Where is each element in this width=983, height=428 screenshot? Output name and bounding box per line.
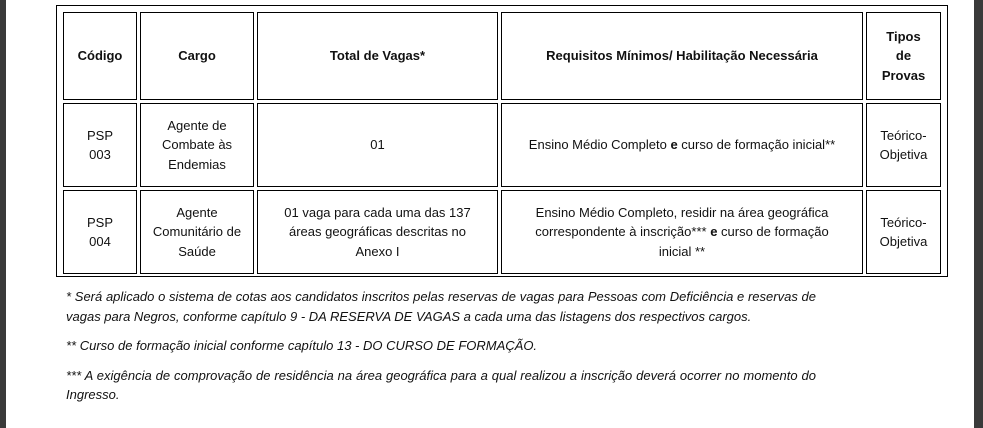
codigo-line2: 003 bbox=[89, 147, 111, 162]
footnotes bbox=[66, 287, 816, 405]
footnote-curso-formacao: ** Curso de formação inicial conforme capítulo 13 - DO CURSO DE FORMAÇÃO. bbox=[66, 338, 538, 353]
cell-cargo bbox=[140, 103, 254, 187]
cargo-line2: Comunitário de bbox=[152, 224, 242, 240]
viewer-right-edge bbox=[974, 0, 983, 428]
codigo-line2: 004 bbox=[89, 234, 111, 249]
requisitos-text: Ensino Médio Completo bbox=[528, 137, 671, 153]
header-tipos-line1: Tipos bbox=[886, 28, 921, 44]
cell-tipo-prova bbox=[866, 103, 941, 187]
cargo-line1: Agente de bbox=[167, 117, 227, 133]
header-tipos-line2: de bbox=[895, 48, 912, 64]
cargo-line3: Saúde bbox=[178, 243, 216, 259]
cell-cargo bbox=[140, 190, 254, 274]
cell-requisitos bbox=[501, 190, 863, 274]
requisitos-line3: inicial ** bbox=[658, 243, 706, 259]
cell-vagas: 01 bbox=[257, 103, 498, 187]
vacancy-table-frame bbox=[56, 5, 948, 277]
header-tipos-line3: Provas bbox=[881, 67, 926, 83]
viewer-left-edge bbox=[0, 0, 6, 428]
vagas-line3: Anexo I bbox=[355, 243, 400, 259]
footnote-residencia: *** A exigência de comprovação de residência na área geográfica para a qual realizou a inscrição deverá ocorrer no momento do Ingresso. bbox=[66, 367, 816, 402]
requisitos-line1: Ensino Médio Completo, residir na área geográfica bbox=[535, 204, 829, 220]
tipo-line2: Objetiva bbox=[879, 234, 928, 249]
cell-requisitos bbox=[501, 103, 863, 187]
requisitos-line2: correspondente à inscrição*** bbox=[535, 224, 711, 240]
header-requisitos: Requisitos Mínimos/ Habilitação Necessária bbox=[501, 12, 863, 100]
header-tipos-provas bbox=[866, 12, 941, 100]
requisitos-conjunction: e bbox=[710, 224, 718, 240]
cell-tipo-prova bbox=[866, 190, 941, 274]
vagas-line1: 01 vaga para cada uma das 137 bbox=[284, 204, 471, 220]
table-row bbox=[63, 190, 941, 274]
cell-codigo bbox=[63, 190, 137, 274]
table-row bbox=[63, 103, 941, 187]
table-header-row bbox=[63, 12, 941, 100]
vacancy-table bbox=[60, 9, 944, 277]
codigo-line1: PSP bbox=[86, 214, 113, 230]
requisitos-line2-cont: curso de formação bbox=[717, 224, 829, 240]
cargo-line1: Agente bbox=[176, 204, 218, 220]
tipo-line1: Teórico- bbox=[880, 127, 927, 143]
header-total-vagas: Total de Vagas* bbox=[257, 12, 498, 100]
cargo-line2: Combate às bbox=[161, 137, 233, 153]
codigo-line1: PSP bbox=[86, 127, 113, 143]
requisitos-text-cont: curso de formação inicial** bbox=[677, 137, 836, 153]
requisitos-conjunction: e bbox=[670, 137, 678, 153]
tipo-line2: Objetiva bbox=[879, 147, 928, 162]
cell-codigo bbox=[63, 103, 137, 187]
cargo-line3: Endemias bbox=[168, 156, 226, 172]
header-codigo: Código bbox=[63, 12, 137, 100]
vagas-line2: áreas geográficas descritas no bbox=[288, 224, 467, 240]
header-cargo: Cargo bbox=[140, 12, 254, 100]
footnote-cotas: * Será aplicado o sistema de cotas aos candidatos inscritos pelas reservas de vagas para Pessoas com Deficiência e reservas de vagas para Negros, conforme capítulo 9 - DA RESERVA DE VAGAS a cada uma das listagens dos respectivos cargos. bbox=[66, 289, 816, 324]
cell-vagas bbox=[257, 190, 498, 274]
tipo-line1: Teórico- bbox=[880, 214, 927, 230]
